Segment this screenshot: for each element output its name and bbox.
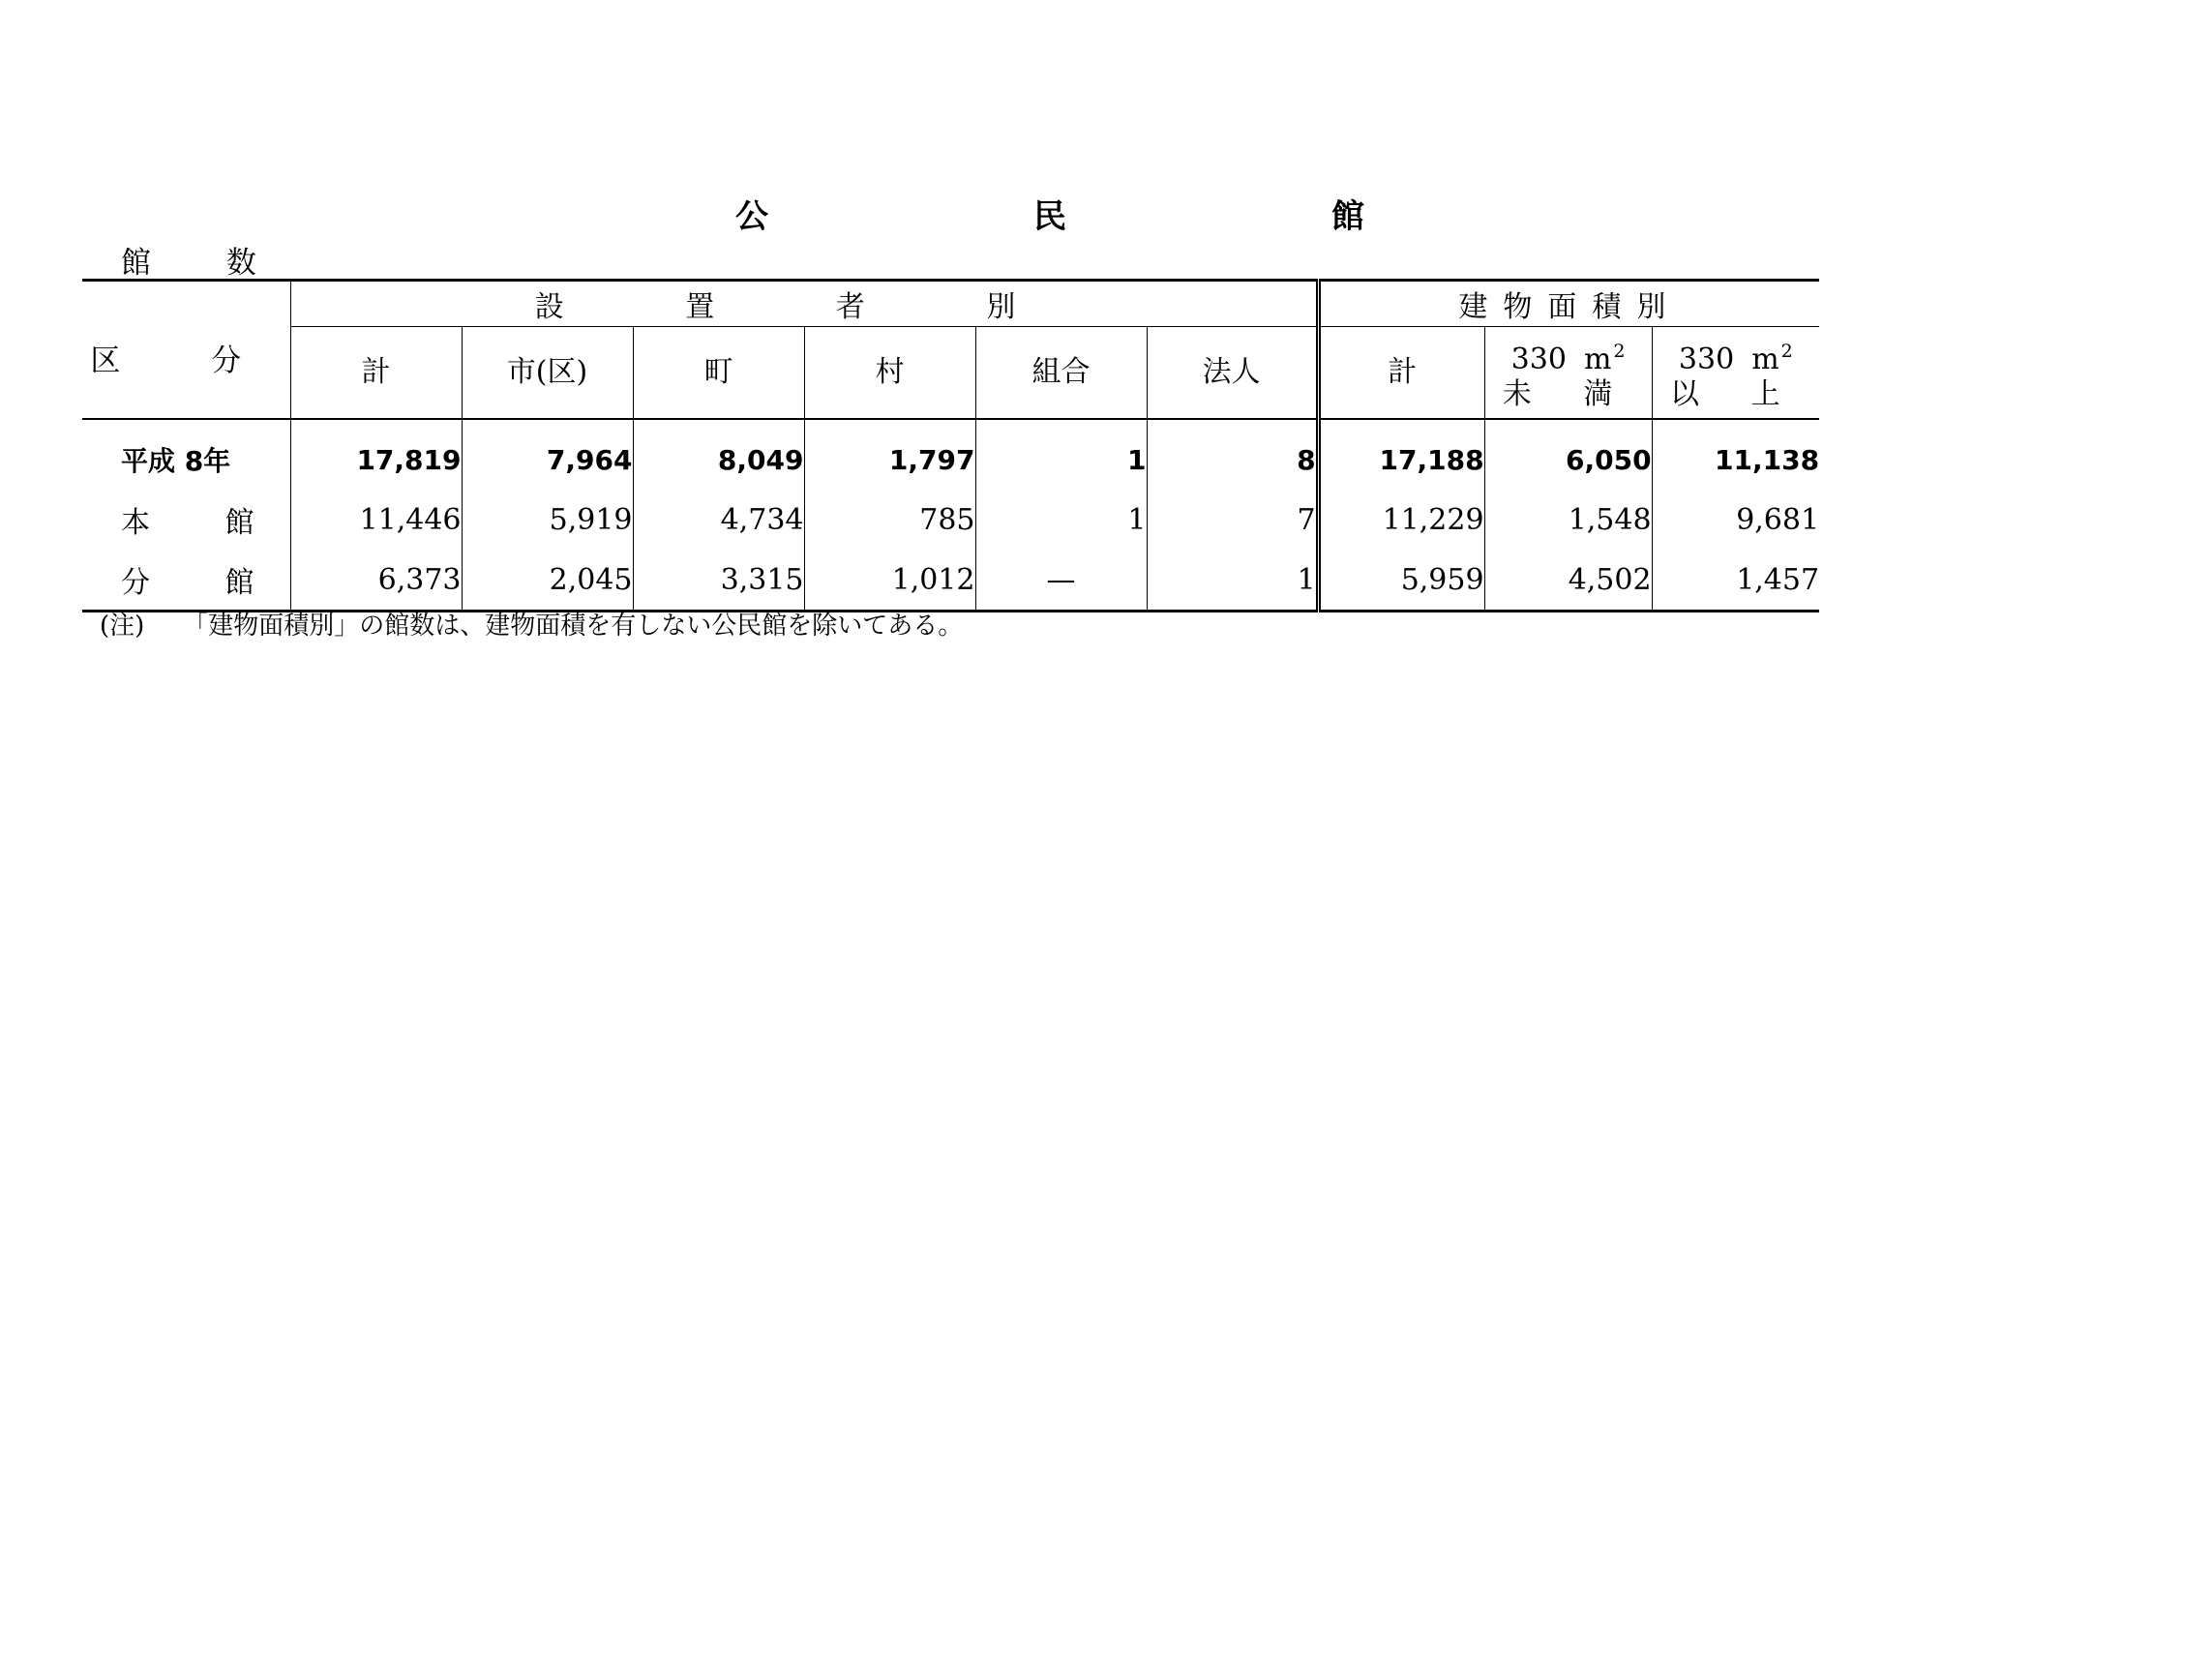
cell-kei: 6,373 xyxy=(290,550,462,612)
col-header-area-kei: 計 xyxy=(1318,327,1484,420)
table-row-bunkan xyxy=(82,550,1819,612)
cell-hojin: 1 xyxy=(1147,550,1318,612)
col-header-under-330 xyxy=(1484,327,1652,420)
area-group-header: 建物面積別 xyxy=(1318,281,1819,327)
cell-kumiai: 1 xyxy=(975,490,1147,550)
col-header-mura: 村 xyxy=(804,327,975,420)
cell-mura: 785 xyxy=(804,490,975,550)
over-330-word: 以 上 xyxy=(1670,376,1802,411)
under-330-line1 xyxy=(1485,334,1652,377)
over-330-number: 330 xyxy=(1678,342,1735,376)
cell-shi: 7,964 xyxy=(462,419,633,490)
cell-under-330: 1,548 xyxy=(1484,490,1652,550)
cell-under-330: 4,502 xyxy=(1484,550,1652,612)
under-330-superscript: 2 xyxy=(1613,340,1626,362)
table-row-total xyxy=(82,419,1819,490)
cell-kei: 11,446 xyxy=(290,490,462,550)
setchi-group-header: 設 置 者 別 xyxy=(290,281,1318,327)
cell-hojin: 8 xyxy=(1147,419,1318,490)
cell-mura: 1,012 xyxy=(804,550,975,612)
cell-shi: 2,045 xyxy=(462,550,633,612)
cell-under-330: 6,050 xyxy=(1484,419,1652,490)
row-label: 平成 8年 xyxy=(121,445,231,477)
cell-kumiai: 1 xyxy=(975,419,1147,490)
kouminkan-table xyxy=(82,279,1819,612)
kubun-header: 区 分 xyxy=(82,281,290,420)
cell-hojin: 7 xyxy=(1147,490,1318,550)
row-label: 本 館 xyxy=(121,506,287,540)
under-330-word: 未 満 xyxy=(1502,376,1634,411)
footnote-text: 「建物面積別」の館数は、建物面積を有しない公民館を除いてある。 xyxy=(183,612,964,641)
table-subtitle: 館 数 xyxy=(121,246,289,281)
col-header-kumiai: 組合 xyxy=(975,327,1147,420)
table-footnote xyxy=(100,606,963,642)
cell-machi: 3,315 xyxy=(633,550,804,612)
cell-machi: 4,734 xyxy=(633,490,804,550)
footnote-mark: (注) xyxy=(100,612,145,641)
cell-mura: 1,797 xyxy=(804,419,975,490)
cell-over-330: 9,681 xyxy=(1652,490,1819,550)
cell-area-kei: 5,959 xyxy=(1318,550,1484,612)
cell-area-kei: 11,229 xyxy=(1318,490,1484,550)
col-header-kei: 計 xyxy=(290,327,462,420)
col-header-shi: 市(区) xyxy=(462,327,633,420)
cell-over-330: 1,457 xyxy=(1652,550,1819,612)
col-header-machi: 町 xyxy=(633,327,804,420)
under-330-unit: m xyxy=(1583,342,1612,376)
over-330-unit: m xyxy=(1751,342,1779,376)
table-row-honkan xyxy=(82,490,1819,550)
cell-shi: 5,919 xyxy=(462,490,633,550)
col-header-over-330 xyxy=(1652,327,1819,420)
cell-kei: 17,819 xyxy=(290,419,462,490)
under-330-number: 330 xyxy=(1510,342,1567,376)
row-label: 分 館 xyxy=(82,550,290,612)
cell-area-kei: 17,188 xyxy=(1318,419,1484,490)
header-column-row xyxy=(82,327,1819,420)
cell-over-330: 11,138 xyxy=(1652,419,1819,490)
over-330-line1 xyxy=(1653,334,1820,377)
cell-kumiai: — xyxy=(975,550,1147,612)
over-330-superscript: 2 xyxy=(1780,340,1793,362)
header-group-row xyxy=(82,281,1819,327)
cell-machi: 8,049 xyxy=(633,419,804,490)
col-header-hojin: 法人 xyxy=(1147,327,1318,420)
page-title: 公 民 館 xyxy=(735,197,1480,236)
